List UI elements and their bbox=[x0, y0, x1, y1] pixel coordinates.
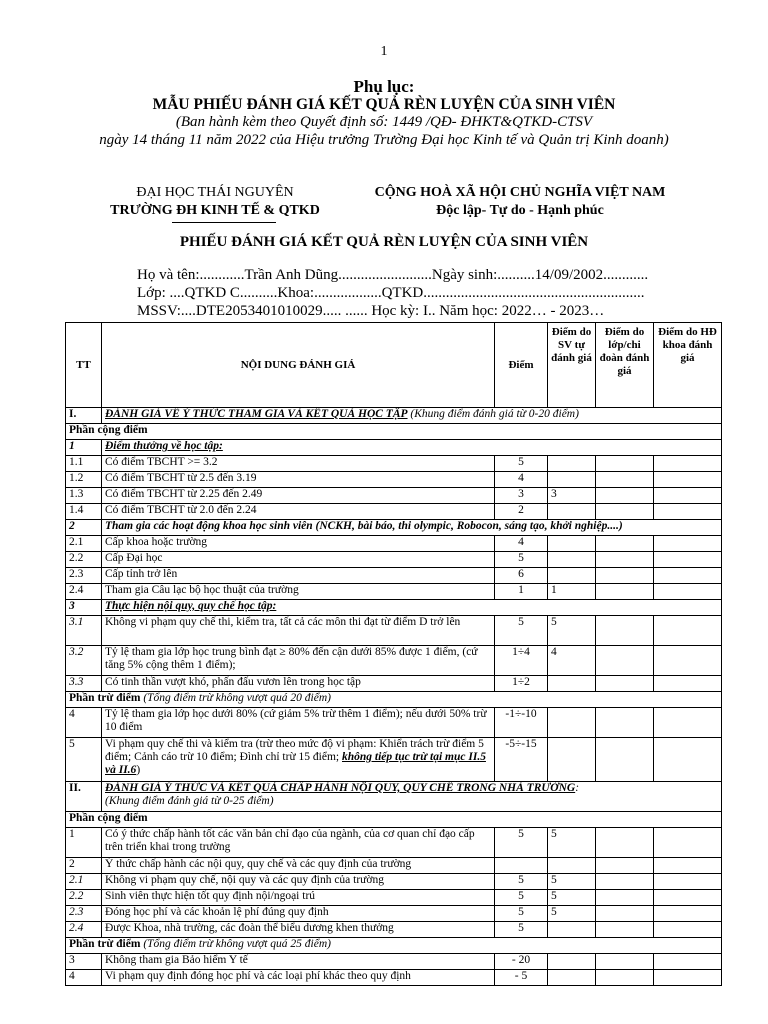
row-score bbox=[495, 858, 548, 874]
row-tt: 2.1 bbox=[66, 536, 102, 552]
appendix-title: Phụ lục: bbox=[353, 77, 415, 96]
row-tt: 4 bbox=[66, 970, 102, 986]
group-row bbox=[66, 520, 722, 536]
minus-label-row bbox=[66, 938, 722, 954]
row-self-score bbox=[548, 456, 596, 472]
table-row bbox=[66, 568, 722, 584]
page-number: 1 bbox=[380, 44, 388, 59]
row-tt: 2.3 bbox=[66, 906, 102, 922]
row-tt: 2.1 bbox=[66, 874, 102, 890]
header-faculty-score: Điểm do HĐ khoa đánh giá bbox=[654, 323, 722, 408]
row-tt: 1.4 bbox=[66, 504, 102, 520]
row-content: Có điểm TBCHT từ 2.0 đến 2.24 bbox=[102, 504, 495, 520]
table-row bbox=[66, 890, 722, 906]
table-row bbox=[66, 552, 722, 568]
row-self-score bbox=[548, 954, 596, 970]
row-score: 5 bbox=[495, 456, 548, 472]
row-score: 5 bbox=[495, 874, 548, 890]
plus-label-row bbox=[66, 812, 722, 828]
row-content: Không vi phạm quy chế thi, kiểm tra, tất cả các môn thi đạt từ điểm D trở lên bbox=[102, 616, 495, 646]
plus-label: Phần cộng điểm bbox=[66, 424, 722, 440]
row-score: 1÷2 bbox=[495, 676, 548, 692]
table-row bbox=[66, 646, 722, 676]
row-self-score: 1 bbox=[548, 584, 596, 600]
row-self-score bbox=[548, 676, 596, 692]
table-row bbox=[66, 970, 722, 986]
group-row bbox=[66, 600, 722, 616]
row-self-score: 3 bbox=[548, 488, 596, 504]
table-row bbox=[66, 584, 722, 600]
row-score: 4 bbox=[495, 536, 548, 552]
row-content: Cấp Đại học bbox=[102, 552, 495, 568]
row-self-score bbox=[548, 536, 596, 552]
group-row bbox=[66, 440, 722, 456]
table-row bbox=[66, 456, 722, 472]
row-score: 5 bbox=[495, 890, 548, 906]
nation-line-2: Độc lập- Tự do - Hạnh phúc bbox=[436, 203, 604, 218]
row-score: 4 bbox=[495, 472, 548, 488]
table-row bbox=[66, 676, 722, 692]
row-content: Ý thức chấp hành các nội quy, quy chế và các quy định của trường bbox=[102, 858, 495, 874]
row-score: - 5 bbox=[495, 970, 548, 986]
minus-note: (Tổng điểm trừ không vượt quá 25 điểm) bbox=[143, 938, 331, 950]
row-content-part: ) bbox=[136, 764, 141, 776]
row-self-score bbox=[548, 708, 596, 738]
row-content: Có ý thức chấp hành tốt các văn bản chỉ đạo của ngành, của cơ quan chỉ đạo cấp trên triển khai trong trường bbox=[102, 828, 495, 858]
section-note: (Khung điểm đánh giá từ 0-20 điểm) bbox=[410, 408, 579, 420]
org-line-1: ĐẠI HỌC THÁI NGUYÊN bbox=[136, 185, 294, 200]
minus-label: Phần trừ điểm bbox=[69, 938, 141, 950]
row-content: Không tham gia Bảo hiểm Y tế bbox=[102, 954, 495, 970]
table-row bbox=[66, 504, 722, 520]
table-row bbox=[66, 906, 722, 922]
row-score: 5 bbox=[495, 828, 548, 858]
section-tt: I. bbox=[66, 408, 102, 424]
row-self-score bbox=[548, 552, 596, 568]
row-content: Tham gia Câu lạc bộ học thuật của trường bbox=[102, 584, 495, 600]
header-content: NỘI DUNG ĐÁNH GIÁ bbox=[102, 323, 495, 408]
org-underline bbox=[172, 222, 276, 223]
student-name-line: Họ và tên:............Trần Anh Dũng.........................Ngày sinh:..........14/09/2002............ bbox=[137, 267, 649, 283]
row-tt: 5 bbox=[66, 738, 102, 782]
student-id-line: MSSV:....DTE2053401010029..... ...... Học kỳ: I.. Năm học: 2022… - 2023… bbox=[137, 303, 605, 319]
row-tt: 3.2 bbox=[66, 646, 102, 676]
row-tt: 2.4 bbox=[66, 922, 102, 938]
minus-label: Phần trừ điểm bbox=[69, 692, 141, 704]
row-score: 5 bbox=[495, 552, 548, 568]
evaluation-table bbox=[65, 322, 722, 986]
row-tt: 2.2 bbox=[66, 890, 102, 906]
row-tt: 3.1 bbox=[66, 616, 102, 646]
group-title: Tham gia các hoạt động khoa học sinh viên (NCKH, bài báo, thi olympic, Robocon, sáng tạo, khởi nghiệp....) bbox=[102, 520, 722, 536]
table-row bbox=[66, 828, 722, 858]
student-class-line: Lớp: ....QTKD C..........Khoa:..................QTKD........................................................... bbox=[137, 285, 645, 301]
row-score: 3 bbox=[495, 488, 548, 504]
section-title: ĐÁNH GIÁ Ý THỨC VÀ KẾT QUẢ CHẤP HÀNH NỘI QUY, QUY CHẾ TRONG NHÀ TRƯỜNG bbox=[105, 782, 576, 794]
plus-label: Phần cộng điểm bbox=[66, 812, 722, 828]
row-content-part: Vi phạm quy chế thi và kiểm tra (trừ theo mức độ vi phạm: Khiển trách trừ điểm 5 điểm; Cảnh cáo trừ 10 điểm; Đình chỉ trừ 15 điểm; bbox=[105, 738, 484, 763]
greater-equal-symbol: ≥ bbox=[279, 646, 286, 658]
sheet-title: PHIẾU ĐÁNH GIÁ KẾT QUẢ RÈN LUYỆN CỦA SINH VIÊN bbox=[179, 234, 589, 250]
table-row bbox=[66, 488, 722, 504]
issued-line-2: ngày 14 tháng 11 năm 2022 của Hiệu trưởng Trường Đại học Kinh tế và Quản trị Kinh doanh) bbox=[99, 132, 669, 148]
minus-note: (Tổng điểm trừ không vượt quá 20 điểm) bbox=[143, 692, 331, 704]
row-content: Có điểm TBCHT từ 2.25 đến 2.49 bbox=[102, 488, 495, 504]
row-content: Cấp khoa hoặc trường bbox=[102, 536, 495, 552]
row-content: Sinh viên thực hiện tốt quy định nội/ngoại trú bbox=[102, 890, 495, 906]
row-self-score: 5 bbox=[548, 616, 596, 646]
row-score: 2 bbox=[495, 504, 548, 520]
row-self-score: 4 bbox=[548, 646, 596, 676]
issued-line-1: (Ban hành kèm theo Quyết định số: 1449 /QĐ- ĐHKT&QTKD-CTSV bbox=[175, 114, 593, 130]
minus-label-cell bbox=[66, 692, 722, 708]
row-tt: 1 bbox=[66, 828, 102, 858]
table-row bbox=[66, 922, 722, 938]
row-score: - 20 bbox=[495, 954, 548, 970]
minus-label-cell bbox=[66, 938, 722, 954]
section-note: (Khung điểm đánh giá từ 0-25 điểm) bbox=[105, 795, 274, 807]
row-self-score: 5 bbox=[548, 874, 596, 890]
group-title: Thực hiện nội quy, quy chế học tập: bbox=[102, 600, 722, 616]
row-tt: 2.4 bbox=[66, 584, 102, 600]
section-row bbox=[66, 782, 722, 812]
header-score: Điểm bbox=[495, 323, 548, 408]
row-tt: 1.3 bbox=[66, 488, 102, 504]
row-tt: 2 bbox=[66, 858, 102, 874]
section-row bbox=[66, 408, 722, 424]
row-self-score bbox=[548, 738, 596, 782]
section-title-cell bbox=[102, 782, 722, 812]
table-row bbox=[66, 536, 722, 552]
header-tt: TT bbox=[66, 323, 102, 408]
table-row bbox=[66, 738, 722, 782]
row-score: -1÷-10 bbox=[495, 708, 548, 738]
row-content: Tỷ lệ tham gia lớp học dưới 80% (cứ giảm 5% trừ thêm 1 điểm); nếu dưới 50% trừ 10 điểm bbox=[102, 708, 495, 738]
form-title: MẪU PHIẾU ĐÁNH GIÁ KẾT QUẢ RÈN LUYỆN CỦA SINH VIÊN bbox=[152, 96, 616, 113]
row-tt: 2.2 bbox=[66, 552, 102, 568]
row-self-score bbox=[548, 970, 596, 986]
row-score: 5 bbox=[495, 616, 548, 646]
table-row bbox=[66, 858, 722, 874]
row-score: 1÷4 bbox=[495, 646, 548, 676]
row-content: Cấp tỉnh trở lên bbox=[102, 568, 495, 584]
table-row bbox=[66, 472, 722, 488]
row-content: Vi phạm quy định đóng học phí và các loại phí khác theo quy định bbox=[102, 970, 495, 986]
table-header-row bbox=[66, 323, 722, 408]
row-self-score bbox=[548, 504, 596, 520]
row-tt: 2.3 bbox=[66, 568, 102, 584]
row-content: Có điểm TBCHT từ 2.5 đến 3.19 bbox=[102, 472, 495, 488]
table-row bbox=[66, 874, 722, 890]
row-content-part: Tỷ lệ tham gia lớp học trung bình đạt bbox=[105, 646, 280, 658]
row-content bbox=[102, 738, 495, 782]
group-title: Điểm thưởng về học tập: bbox=[102, 440, 722, 456]
group-tt: 3 bbox=[66, 600, 102, 616]
row-tt: 3.3 bbox=[66, 676, 102, 692]
table-row bbox=[66, 708, 722, 738]
row-self-score: 5 bbox=[548, 890, 596, 906]
row-self-score bbox=[548, 472, 596, 488]
row-content-part: 80% đến cận dưới 85% được 1 điểm, (cứ tăng 5% cộng thêm 1 điểm); bbox=[105, 646, 478, 671]
row-self-score bbox=[548, 922, 596, 938]
group-tt: 1 bbox=[66, 440, 102, 456]
row-self-score bbox=[548, 858, 596, 874]
row-score: -5÷-15 bbox=[495, 738, 548, 782]
section-title-cell bbox=[102, 408, 722, 424]
row-tt: 1.1 bbox=[66, 456, 102, 472]
group-tt: 2 bbox=[66, 520, 102, 536]
row-score: 1 bbox=[495, 584, 548, 600]
header-self-score: Điểm do SV tự đánh giá bbox=[548, 323, 596, 408]
row-content bbox=[102, 646, 495, 676]
row-self-score: 5 bbox=[548, 828, 596, 858]
org-line-2: TRƯỜNG ĐH KINH TẾ & QTKD bbox=[110, 203, 320, 218]
section-title: ĐÁNH GIÁ VỀ Ý THỨC THAM GIA VÀ KẾT QUẢ HỌC TẬP bbox=[105, 408, 408, 420]
table-row bbox=[66, 954, 722, 970]
row-self-score bbox=[548, 568, 596, 584]
row-content: Có điểm TBCHT >= 3.2 bbox=[102, 456, 495, 472]
row-content: Được Khoa, nhà trường, các đoàn thể biểu dương khen thưởng bbox=[102, 922, 495, 938]
row-content: Không vi phạm quy chế, nội quy và các quy định của trường bbox=[102, 874, 495, 890]
row-tt: 4 bbox=[66, 708, 102, 738]
section-tt: II. bbox=[66, 782, 102, 812]
header-class-score: Điểm do lớp/chi đoàn đánh giá bbox=[596, 323, 654, 408]
row-score: 5 bbox=[495, 906, 548, 922]
row-tt: 3 bbox=[66, 954, 102, 970]
minus-label-row bbox=[66, 692, 722, 708]
row-tt: 1.2 bbox=[66, 472, 102, 488]
row-score: 6 bbox=[495, 568, 548, 584]
plus-label-row bbox=[66, 424, 722, 440]
section-colon: : bbox=[575, 782, 580, 794]
row-self-score: 5 bbox=[548, 906, 596, 922]
table-row bbox=[66, 616, 722, 646]
row-content-emphasis: không tiếp tục trừ tại mục II.5 và II.6 bbox=[105, 751, 486, 776]
nation-line-1: CỘNG HOÀ XÃ HỘI CHỦ NGHĨA VIỆT NAM bbox=[374, 185, 666, 200]
row-content: Đóng học phí và các khoản lệ phí đúng quy định bbox=[102, 906, 495, 922]
row-content: Có tinh thần vượt khó, phấn đấu vươn lên trong học tập bbox=[102, 676, 495, 692]
row-score: 5 bbox=[495, 922, 548, 938]
